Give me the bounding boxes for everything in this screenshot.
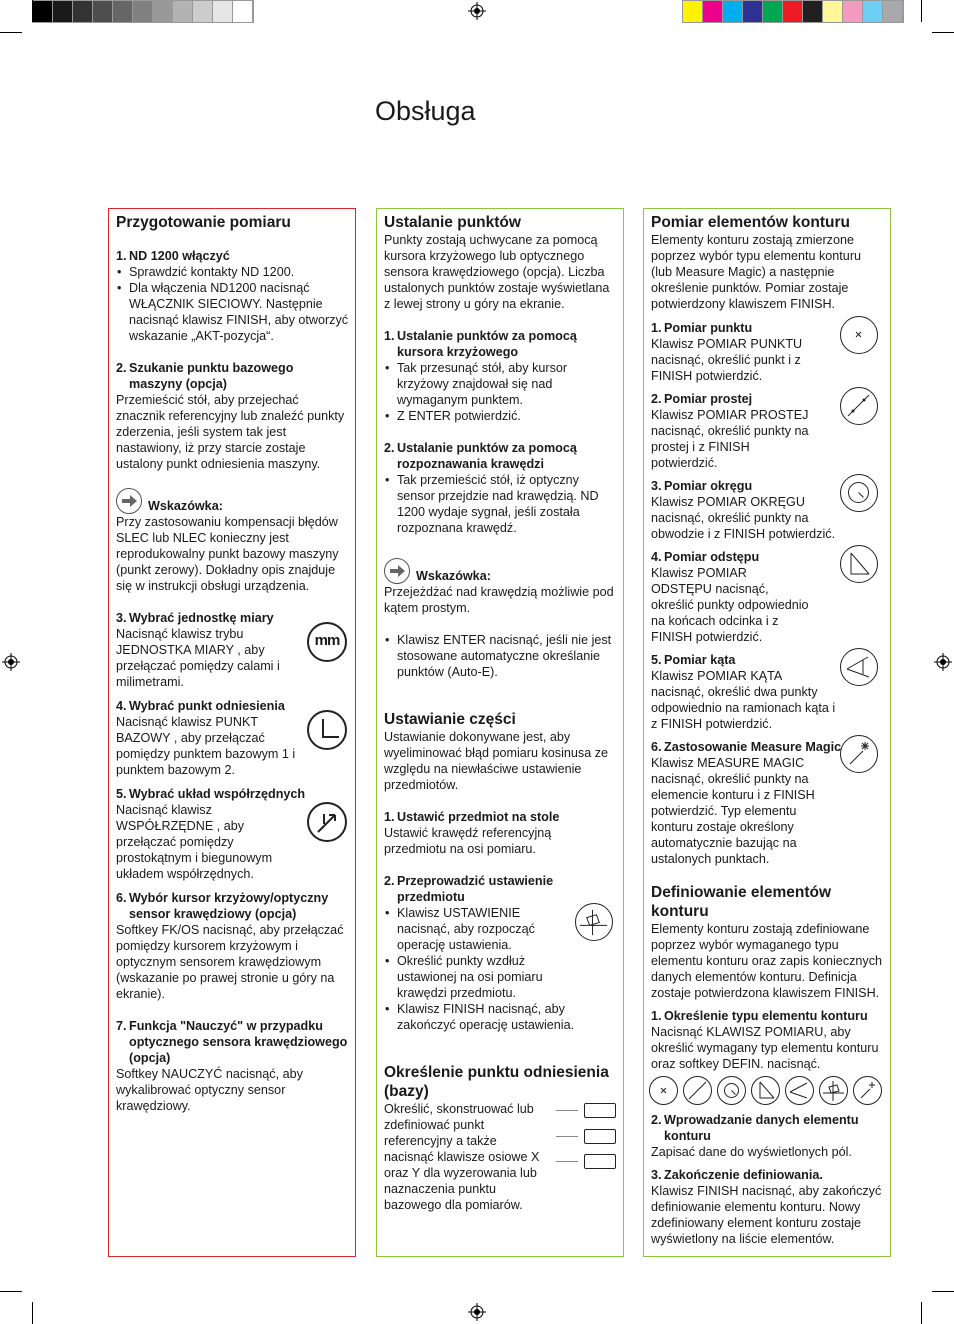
registration-mark-icon <box>2 653 20 671</box>
bullet-item: • Z ENTER potwierdzić. <box>384 408 617 424</box>
bullet-item: • Tak przemieścić stół, iż optyczny sensor przejdzie nad krawędzią. ND 1200 wydaje sygnał, jeśli została rozpoznana krawędź. <box>384 472 617 536</box>
step-text: Nacisnąć klawisz WSPÓŁRZĘDNE , aby przełączać pomiędzy prostokątnym i biegunowym układem współrzędnych. <box>116 803 273 881</box>
section-intro: Elementy konturu zostają zmierzone poprzez wybór typu elementu konturu (lub Measure Magic) a następnie określenie punktów. Pomiar zostaje potwierdzony klawiszem FINISH. <box>651 233 862 311</box>
mm-unit-key-icon <box>307 622 347 662</box>
step-text: Klawisz FINISH nacisnąć, aby zakończyć definiowanie elementu konturu. Nowy zdefiniowany element konturu zostaje wyświetlony na liście elementów. <box>651 1184 882 1246</box>
arrow-right-icon <box>384 558 410 584</box>
coordinate-system-key-icon <box>307 802 347 842</box>
section-heading: Definiowanie elementów konturu <box>651 884 832 920</box>
step-text: Zapisać dane do wyświetlonych pól. <box>651 1145 852 1159</box>
measure-angle-key-icon <box>840 648 878 686</box>
bullet-item: • Klawisz ENTER nacisnąć, jeśli nie jest stosowane automatyczne określanie punktów (Auto-E). <box>384 632 617 680</box>
step-text: Softkey FK/OS nacisnąć, aby przełączać pomiędzy kursorem krzyżowym i optycznym sensorem krawędziowym (wskazanie po prawej stronie u góry na ekranie). <box>116 923 344 1001</box>
mm-icon-label: mm <box>314 632 340 649</box>
axis-key-icon <box>584 1103 616 1118</box>
step-block <box>116 698 349 778</box>
measure-magic-key-icon <box>853 1076 882 1105</box>
tip-text: Przejeżdżać nad krawędzią możliwie pod kątem prostym. <box>384 585 614 615</box>
step-title: 2. Wprowadzanie danych elementu konturu <box>651 1113 859 1143</box>
key-leader-line <box>556 1110 578 1111</box>
section-intro: Punkty zostają uchwycane za pomocą kursora krzyżowego lub optycznego sensora krawędziowego (opcja). Liczba ustalonych punktów zostaje wyświetlana z lewej strony u góry na ekranie. <box>384 233 610 311</box>
measure-keys-row <box>651 1072 884 1112</box>
step-title: 6. Wybór kursor krzyżowy/optyczny sensor krawędziowy (opcja) <box>116 891 329 921</box>
step-text: Klawisz POMIAR ODSTĘPU nacisnąć, określić punkty odpowiednio na końcach odcinka i z FINISH potwierdzić. <box>651 566 809 644</box>
tip-label: Wskazówka: <box>148 499 223 513</box>
step-title: 7. Funkcja "Nauczyć" w przypadku optycznego sensora krawędziowego (opcja) <box>116 1019 348 1065</box>
tip-block <box>384 558 617 584</box>
axis-key-icon <box>584 1154 616 1169</box>
step-text: Softkey NAUCZYĆ nacisnąć, aby wykalibrować optyczny sensor krawędziowy. <box>116 1067 303 1113</box>
step-title: 1. Ustawić przedmiot na stole <box>384 810 560 824</box>
step-title: 3. Zakończenie definiowania. <box>651 1168 823 1182</box>
measure-magic-key-icon <box>840 735 878 773</box>
step-title: 1. ND 1200 włączyć <box>116 249 230 263</box>
registration-mark-icon <box>934 653 952 671</box>
step-title: 2. Przeprowadzić ustawienie przedmiotu <box>384 874 554 904</box>
step-title: 2. Szukanie punktu bazowego maszyny (opcja) <box>116 361 294 391</box>
step-title: 4. Pomiar odstępu <box>651 550 760 564</box>
step-block <box>651 320 884 384</box>
crop-mark <box>0 32 22 33</box>
measure-distance-key-icon <box>751 1076 780 1105</box>
registration-mark-icon <box>468 1303 486 1321</box>
grayscale-color-bar <box>32 0 254 23</box>
section-heading: Pomiar elementów konturu <box>651 214 850 231</box>
registration-mark-icon <box>468 2 486 20</box>
measure-distance-key-icon <box>840 545 878 583</box>
skew-alignment-key-icon <box>575 903 613 941</box>
key-leader-line <box>556 1161 578 1162</box>
measure-point-key-icon <box>840 316 878 354</box>
crop-mark <box>932 32 954 33</box>
step-text: Nacisnąć KLAWISZ POMIARU, aby określić wymagany typ elementu konturu oraz softkey DEFIN. nacisnąć. <box>651 1025 879 1071</box>
bullet-item: • Klawisz USTAWIENIE nacisnąć, aby rozpocząć operację ustawienia. <box>384 905 565 953</box>
step-block <box>651 391 884 471</box>
process-color-bar <box>682 0 904 23</box>
step-title: 2. Pomiar prostej <box>651 392 753 406</box>
crop-mark <box>32 0 33 22</box>
step-title: 3. Wybrać jednostkę miary <box>116 611 274 625</box>
skew-alignment-key-icon <box>819 1076 848 1105</box>
step-text: Ustawić krawędź referencyjną przedmiotu na osi pomiaru. <box>384 826 552 856</box>
section-heading: Przygotowanie pomiaru <box>116 214 291 231</box>
bullet-item: • Sprawdzić kontakty ND 1200. <box>116 264 349 280</box>
step-text: Klawisz POMIAR PROSTEJ nacisnąć, określić punkty na prostej i z FINISH potwierdzić. <box>651 408 809 470</box>
step-block <box>651 739 884 867</box>
step-text: Klawisz POMIAR KĄTA nacisnąć, określić dwa punkty odpowiednio na ramionach kąta i z FINISH potwierdzić. <box>651 669 836 731</box>
tip-block <box>116 488 349 514</box>
measure-line-key-icon <box>683 1076 712 1105</box>
step-block <box>384 873 617 1033</box>
step-text: Klawisz MEASURE MAGIC nacisnąć, określić punkty na elemencie konturu i z FINISH potwierdzić. Typ elementu konturu zostaje określony automatycznie bazując na ustalonych punktach. <box>651 756 815 866</box>
step-block <box>116 786 349 882</box>
key-leader-line <box>556 1136 578 1137</box>
page-title: Obsługa <box>375 96 476 126</box>
section-heading: Ustawianie części <box>384 711 516 728</box>
step-text: Nacisnąć klawisz trybu JEDNOSTKA MIARY , aby przełączać pomiędzy calami i milimetrami. <box>116 627 280 689</box>
step-title: 3. Pomiar okręgu <box>651 479 753 493</box>
measure-circle-key-icon <box>840 474 878 512</box>
crop-mark <box>921 1302 922 1324</box>
section-heading: Określenie punktu odniesienia (bazy) <box>384 1064 609 1100</box>
datum-key-icon <box>307 710 347 750</box>
step-text: Klawisz POMIAR OKRĘGU nacisnąć, określić punkty na obwodzie i z FINISH potwierdzić. <box>651 495 836 541</box>
tip-text: Przy zastosowaniu kompensacji błędów SLEC lub NLEC konieczny jest reprodukowalny punkt bazowy maszyny (punkt zerowy). Dokładny opis znajduje się w instrukcji obsługi urządzenia. <box>116 515 339 593</box>
step-title: 1. Pomiar punktu <box>651 321 753 335</box>
bullet-item: • Klawisz FINISH nacisnąć, aby zakończyć operację ustawienia. <box>384 1001 597 1033</box>
tip-label: Wskazówka: <box>416 569 491 583</box>
step-title: 4. Wybrać punkt odniesienia <box>116 699 285 713</box>
step-title: 5. Pomiar kąta <box>651 653 736 667</box>
axis-key-icon <box>584 1129 616 1144</box>
step-title: 2. Ustalanie punktów za pomocą rozpoznawania krawędzi <box>384 441 577 471</box>
section-heading: Ustalanie punktów <box>384 214 521 231</box>
measure-line-key-icon <box>840 387 878 425</box>
bullet-item: • Tak przesunąć stół, aby kursor krzyżowy znajdował się nad wymaganym punktem. <box>384 360 617 408</box>
column-preparation <box>108 208 356 1257</box>
measure-point-key-icon <box>649 1076 678 1105</box>
column-contour <box>643 208 891 1257</box>
column-points <box>376 208 624 1257</box>
crop-mark <box>921 0 922 22</box>
step-block <box>651 478 884 542</box>
section-intro: Elementy konturu zostają zdefiniowane poprzez wybór wymaganego typu elementu konturu oraz zapis koniecznych danych elementów konturu. Definicja zostaje potwierdzona klawiszem FINISH. <box>651 922 883 1000</box>
step-text: Nacisnąć klawisz PUNKT BAZOWY , aby przełączać pomiędzy punktem bazowym 1 i punktem bazowym 2. <box>116 715 296 777</box>
bullet-item: • Dla włączenia ND1200 nacisnąć WŁĄCZNIK SIECIOWY. Następnie nacisnąć klawisz FINISH, aby otworzyć wskazanie „AKT-pozycja“. <box>116 280 349 344</box>
measure-circle-key-icon <box>717 1076 746 1105</box>
step-block <box>116 610 349 690</box>
section-text: Określić, skonstruować lub zdefiniować punkt referencyjny a także nacisnąć klawisze osiowe X oraz Y dla wyzerowania lub naznaczenia punktu bazowego dla pomiarów. <box>384 1102 540 1212</box>
arrow-right-icon <box>116 488 142 514</box>
crop-mark <box>32 1302 33 1324</box>
crop-mark <box>932 1291 954 1292</box>
step-text: Przemieścić stół, aby przejechać znacznik referencyjny lub znaleźć punkty zderzenia, jeśli system tak jest nastawiony, iż przy starcie zostaje ustalony punkt odniesienia maszyny. <box>116 393 345 471</box>
step-block <box>651 549 884 645</box>
step-title: 5. Wybrać układ współrzędnych <box>116 787 306 801</box>
step-block <box>651 652 884 732</box>
step-text: Klawisz POMIAR PUNKTU nacisnąć, określić punkt i z FINISH potwierdzić. <box>651 337 803 383</box>
step-title: 6. Zastosowanie Measure Magic <box>651 740 842 754</box>
step-block <box>384 1101 617 1213</box>
step-title: 1. Określenie typu elementu konturu <box>651 1009 868 1023</box>
step-title: 1. Ustalanie punktów za pomocą kursora krzyżowego <box>384 329 577 359</box>
bullet-item: • Określić punkty wzdłuż ustawionej na osi pomiaru krawędzi przedmiotu. <box>384 953 565 1001</box>
crop-mark <box>0 1291 22 1292</box>
measure-angle-key-icon <box>785 1076 814 1105</box>
section-intro: Ustawianie dokonywane jest, aby wyeliminować błąd pomiaru kosinusa ze względu na niewłaściwe ustawienie przedmiotów. <box>384 730 608 792</box>
